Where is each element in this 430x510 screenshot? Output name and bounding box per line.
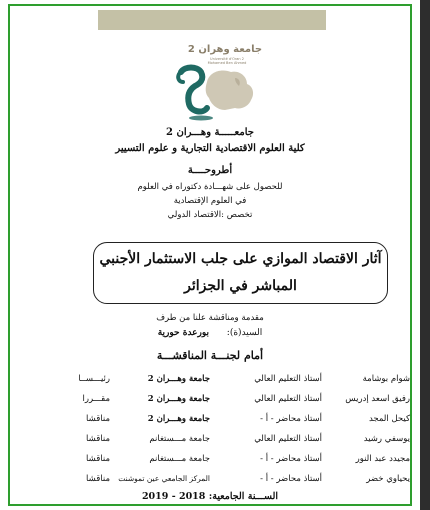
committee-row [10,414,410,428]
member-rank: أستاذ محاضر - أ - [260,414,322,424]
committee-heading: أمام لجنـــة المناقشـــة [156,349,264,362]
committee-row [10,374,410,388]
specialty-line: تخصص :الاقتصاد الدولي [167,210,253,220]
member-rank: أستاذ التعليم العالي [254,394,322,404]
member-rank: أستاذ التعليم العالي [254,434,322,444]
svg-text:Mohamed Ben Ahmed: Mohamed Ben Ahmed [207,61,247,65]
member-name: يحياوي خضر [366,474,410,484]
committee-row [10,394,410,408]
thesis-label: أطروحــــة [187,165,233,176]
member-institution: المركز الجامعي عين تموشنت [118,474,210,483]
member-role: مقـــررا [82,394,110,404]
thesis-title-line-2: المباشر في الجزائر [184,278,297,294]
thesis-title-box [93,242,388,304]
university-logo [155,34,265,124]
field-line: في العلوم الإقتصادية [173,196,247,206]
member-name: رفيق اسعد إدريس [345,394,410,404]
member-name: كيحل المجد [368,414,410,424]
member-institution: جامعة وهـــران 2 [147,394,210,404]
member-role: مناقشا [86,434,110,444]
svg-text:Université d'Oran 2: Université d'Oran 2 [210,57,244,61]
member-institution: جامعة وهـــران 2 [147,374,210,384]
member-institution: جامعة وهـــران 2 [147,414,210,424]
member-role: مناقشا [86,454,110,464]
thesis-title-line-1: آثار الاقتصاد الموازي على جلب الاستثمار الأجنبي [99,251,382,267]
member-name: شوام بوشامة [362,374,410,384]
member-rank: أستاذ التعليم العالي [254,374,322,384]
committee-row [10,434,410,448]
member-institution: جامعة مـــستغانم [149,434,210,444]
member-name: يوسفي رشيد [363,434,410,444]
candidate-name: بورعدة حورية [157,328,210,338]
committee-row [10,474,410,488]
academic-year: الســـنة الجامعية: 2018 - 2019 [141,491,279,502]
committee-row [10,454,410,468]
member-role: مناقشا [86,414,110,424]
member-role: مناقشا [86,474,110,484]
member-rank: أستاذ محاضر - أ - [260,454,322,464]
faculty-name: كلية العلوم الاقتصادية التجارية و علوم التسيير [115,143,305,154]
member-name: مجيدد عبد النور [355,454,410,464]
member-rank: أستاذ محاضر - أ - [260,474,322,484]
university-name: جامعـــــة وهـــران 2 [166,127,254,138]
viewer-edge [420,0,430,510]
degree-line: للحصول على شهـــادة دكتوراه في العلوم [137,182,283,192]
header-banner [98,10,326,30]
member-role: رئيـــســا [78,374,110,384]
presented-by: مقدمة ومناقشة علنا من طرف [156,313,264,323]
member-institution: جامعة مـــستغانم [149,454,210,464]
svg-text:جامعة وهران 2: جامعة وهران 2 [187,44,263,55]
candidate-line [0,328,420,338]
candidate-label: السيد(ة): [226,328,263,338]
